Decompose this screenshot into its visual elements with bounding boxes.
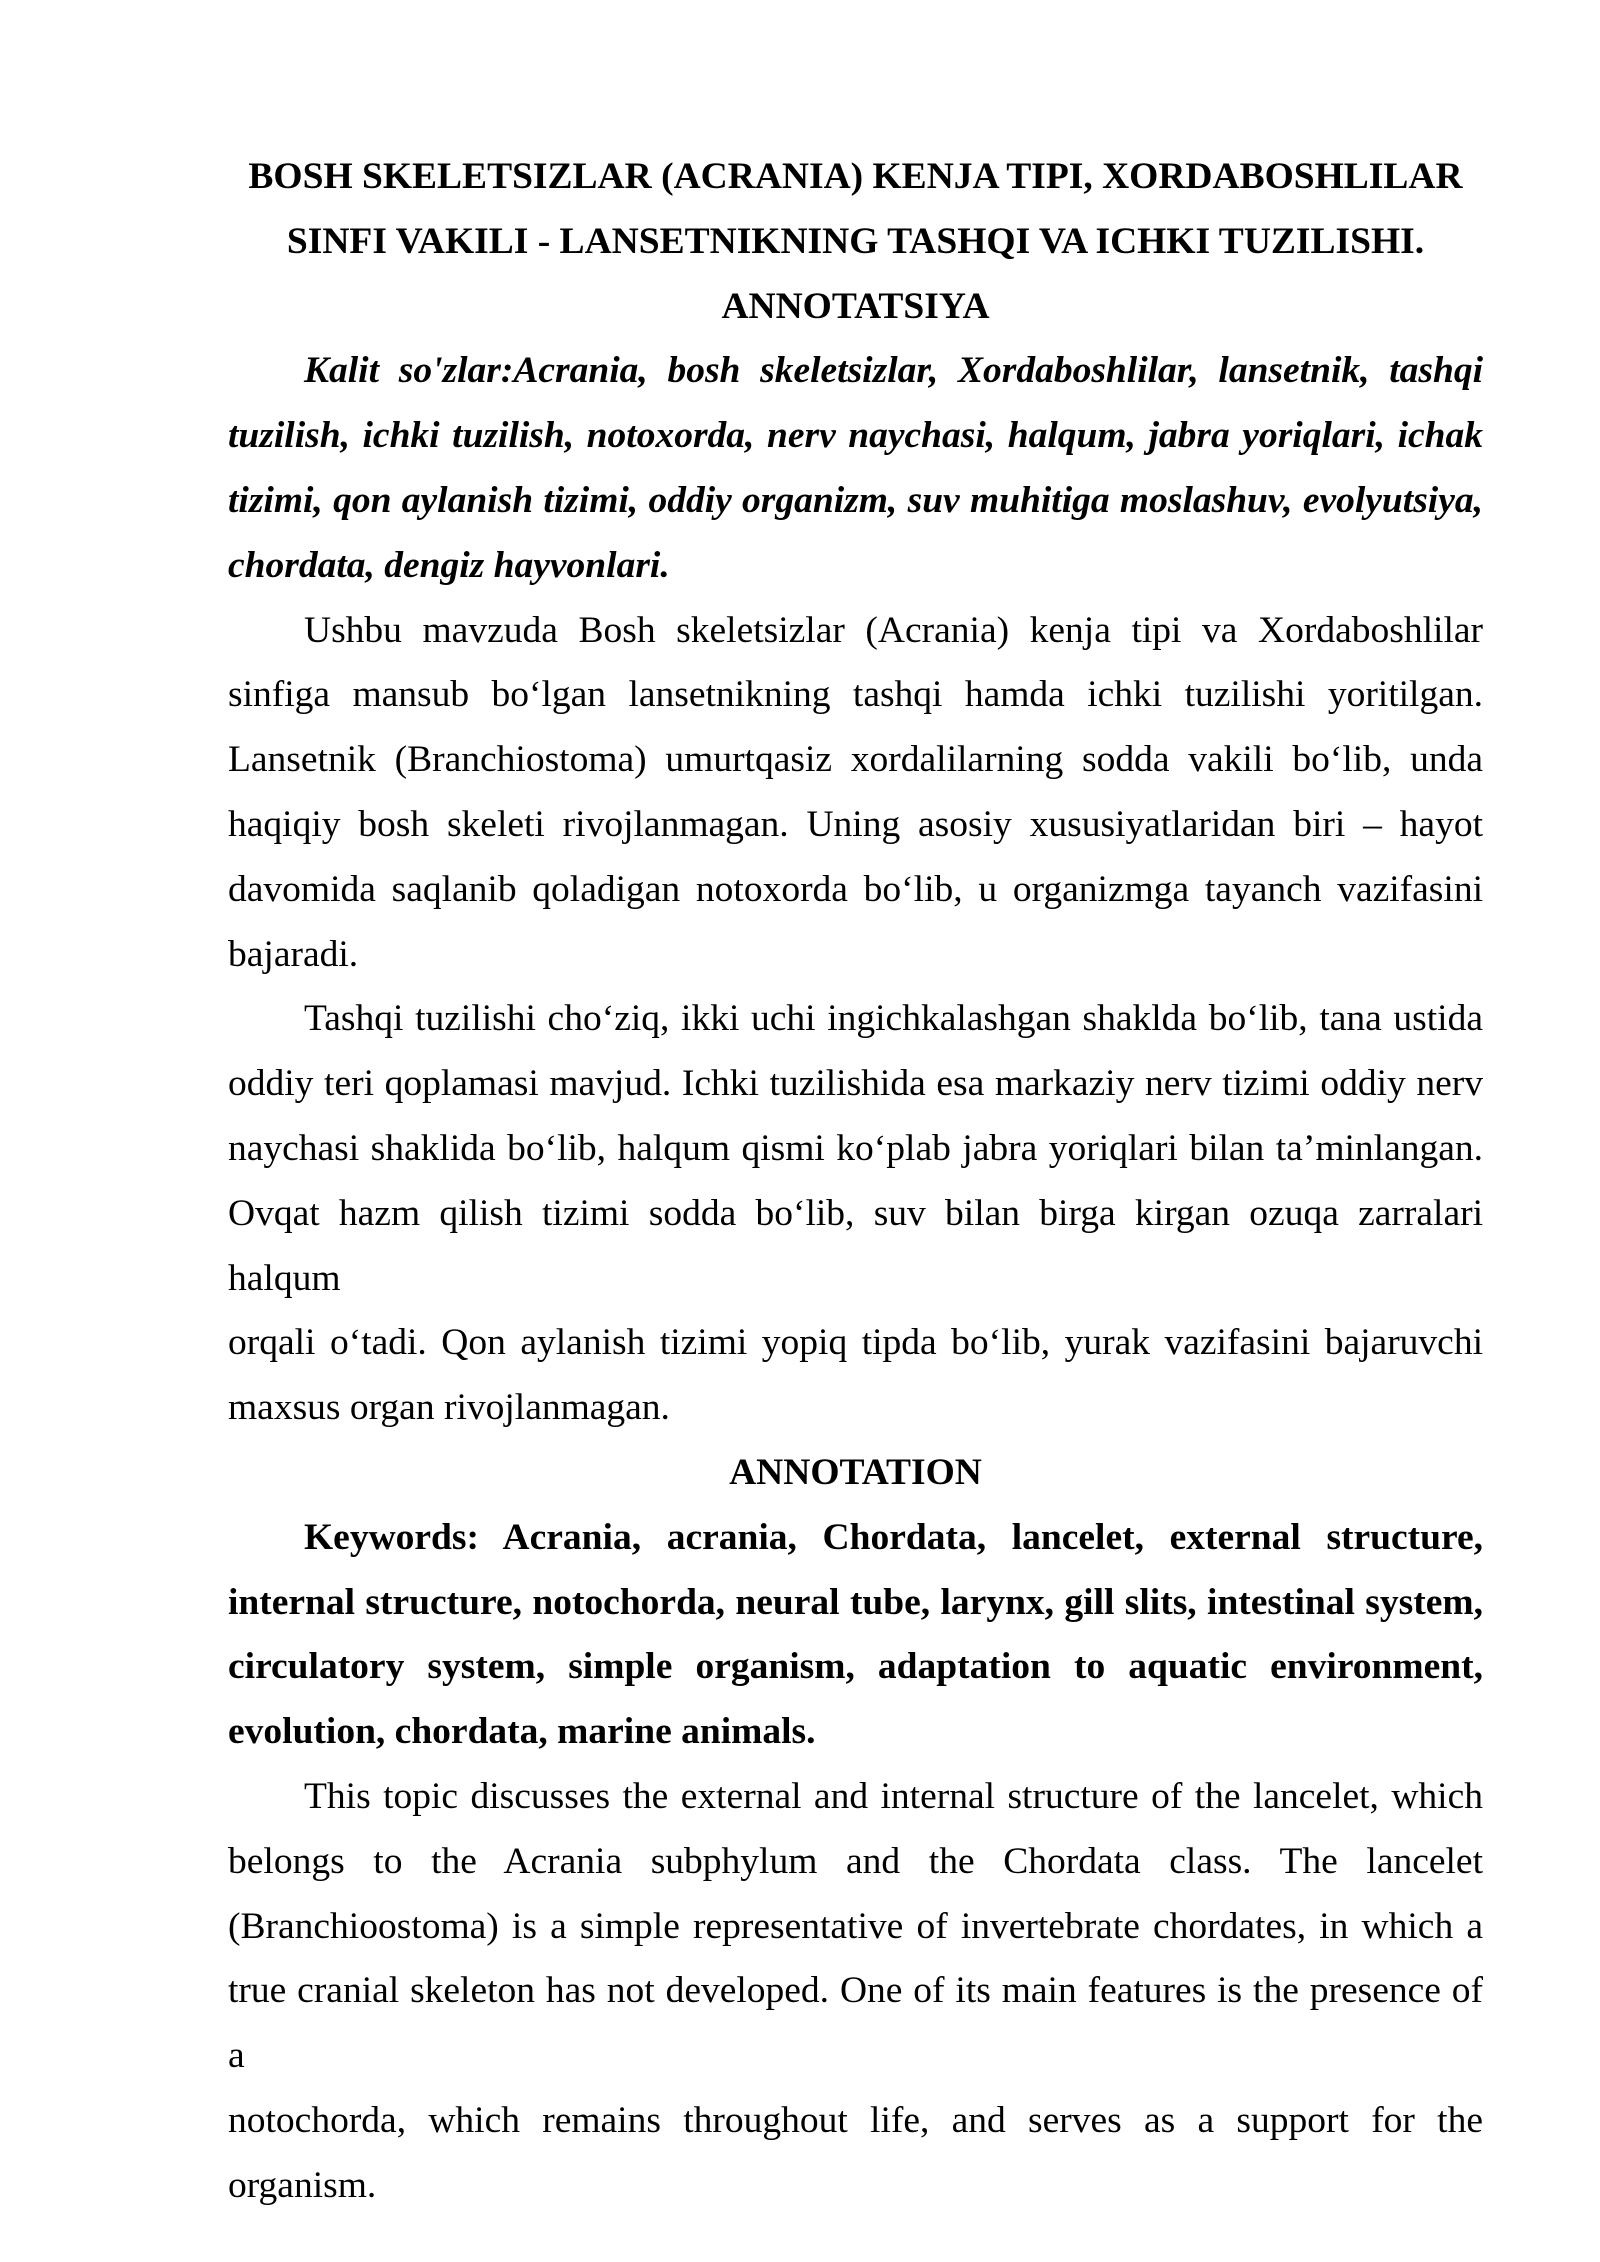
text-line: Tashqi tuzilishi cho‘ziq, ikki uchi ingichkalashgan shaklda bo‘lib, tana ustida	[304, 998, 1483, 1040]
document-title	[228, 145, 1483, 275]
text-line: Keywords: Acrania, acrania, Chordata, lancelet, external structure,	[304, 1516, 1483, 1558]
text-line: internal structure, notochorda, neural tube, larynx, gill slits, intestinal system,	[228, 1581, 1483, 1623]
text-line: oddiy teri qoplamasi mavjud. Ichki tuzilishida esa markaziy nerv tizimi oddiy nerv	[228, 1063, 1483, 1105]
text-line: Kalit so'zlar:Acrania, bosh skeletsizlar, Xordaboshlilar, lansetnik, tashqi	[304, 350, 1483, 392]
text-line: sinfiga mansub bo‘lgan lansetnikning tashqi hamda ichki tuzilishi yoritilgan.	[228, 674, 1483, 716]
text-line: (Branchioostoma) is a simple representative of invertebrate chordates, in which a	[228, 1905, 1483, 1947]
en-annotation-heading	[228, 1441, 1483, 1506]
uz-paragraph-2	[228, 987, 1483, 1441]
text-line: true cranial skeleton has not developed. One of its main features is the presence of a	[228, 1970, 1483, 2077]
text-line: belongs to the Acrania subphylum and the Chordata class. The lancelet	[228, 1840, 1483, 1882]
text-line: tuzilish, ichki tuzilish, notoxorda, nerv naychasi, halqum, jabra yoriqlari, ichak	[228, 415, 1483, 457]
text-line: bajaradi.	[228, 933, 359, 975]
uz-annotation-heading	[228, 275, 1483, 340]
title-line-2: SINFI VAKILI - LANSETNIKNING TASHQI VA ICHKI TUZILISHI.	[286, 220, 1425, 262]
text-line: davomida saqlanib qoladigan notoxorda bo‘lib, u organizmga tayanch vazifasini	[228, 868, 1483, 910]
uz-paragraph-1	[228, 599, 1483, 988]
text-line: orqali o‘tadi. Qon aylanish tizimi yopiq tipda bo‘lib, yurak vazifasini bajaruvchi	[228, 1322, 1483, 1364]
en-keywords-paragraph	[228, 1506, 1483, 1765]
text-line: notochorda, which remains throughout life, and serves as a support for the	[228, 2099, 1483, 2141]
text-line: Ovqat hazm qilish tizimi sodda bo‘lib, suv bilan birga kirgan ozuqa zarralari halqum	[228, 1192, 1483, 1299]
text-line: naychasi shaklida bo‘lib, halqum qismi ko‘plab jabra yoriqlari bilan ta’minlangan.	[228, 1127, 1483, 1169]
text-line: This topic discusses the external and internal structure of the lancelet, which	[304, 1775, 1483, 1817]
text-line: Lansetnik (Branchiostoma) umurtqasiz xordalilarning sodda vakili bo‘lib, unda	[228, 739, 1483, 781]
heading-line: ANNOTATSIYA	[721, 285, 990, 327]
uz-keywords-paragraph	[228, 339, 1483, 598]
text-line: chordata, dengiz hayvonlari.	[228, 544, 670, 586]
text-line: maxsus organ rivojlanmagan.	[228, 1387, 670, 1429]
en-paragraph-1	[228, 1765, 1483, 2219]
heading-line: ANNOTATION	[729, 1451, 982, 1493]
text-line: haqiqiy bosh skeleti rivojlanmagan. Uning asosiy xususiyatlaridan biri – hayot	[228, 803, 1483, 845]
text-line: Ushbu mavzuda Bosh skeletsizlar (Acrania) kenja tipi va Xordaboshlilar	[304, 609, 1483, 651]
text-line: organism.	[228, 2164, 377, 2206]
text-line: tizimi, qon aylanish tizimi, oddiy organizm, suv muhitiga moslashuv, evolyutsiya,	[228, 479, 1483, 521]
text-line: evolution, chordata, marine animals.	[228, 1711, 816, 1753]
title-line-1: BOSH SKELETSIZLAR (ACRANIA) KENJA TIPI, XORDABOSHLILAR	[248, 156, 1463, 197]
text-line: circulatory system, simple organism, adaptation to aquatic environment,	[228, 1646, 1483, 1688]
